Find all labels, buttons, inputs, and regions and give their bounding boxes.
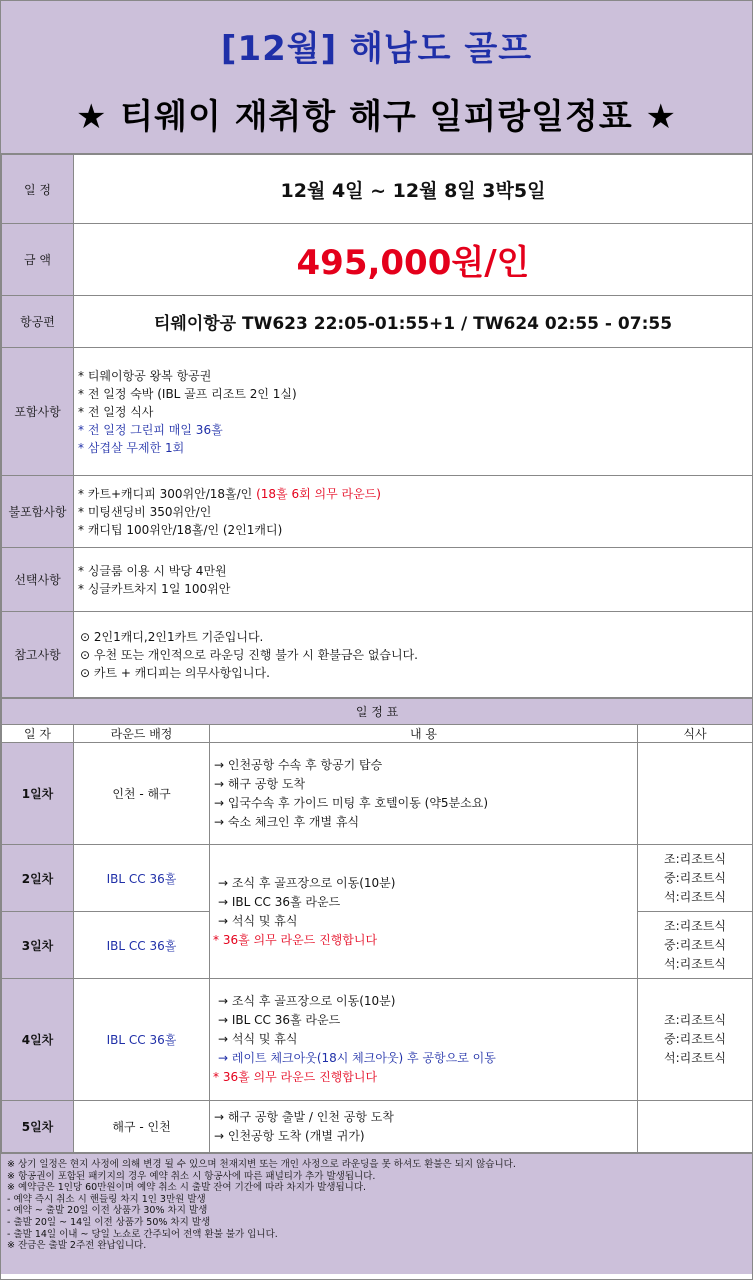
itinerary-title: 일 정 표 bbox=[2, 699, 753, 725]
content-note: * 36홀 의무 라운드 진행합니다 bbox=[213, 1070, 378, 1084]
meal-item: 중:리조트식 bbox=[664, 1032, 727, 1046]
table-row bbox=[2, 845, 753, 912]
round-assignment: 해구 - 인천 bbox=[74, 1101, 210, 1153]
included-item: * 전 일정 숙박 (IBL 골프 리조트 2인 1실) bbox=[78, 386, 297, 401]
content-line: → 조식 후 골프장으로 이동(10분) bbox=[218, 875, 396, 890]
content-note: * 36홀 의무 라운드 진행합니다 bbox=[213, 932, 378, 947]
footer-note: ※ 항공권이 포함된 패키지의 경우 예약 취소 시 항공사에 따른 패널티가 추가 발생됩니다. bbox=[7, 1170, 376, 1182]
page-subtitle: ★ 티웨이 재취항 해구 일피랑일정표 ★ bbox=[76, 97, 677, 137]
day-content bbox=[210, 979, 638, 1101]
table-row bbox=[2, 1101, 753, 1153]
content-line: → 해구 공항 출발 / 인천 공항 도착 bbox=[214, 1109, 394, 1124]
col-header-meal: 식사 bbox=[638, 725, 753, 743]
schedule-label: 일 정 bbox=[2, 155, 74, 224]
meal-item: 중:리조트식 bbox=[664, 870, 727, 885]
content-line: → IBL CC 36홀 라운드 bbox=[218, 1013, 341, 1027]
round-assignment: IBL CC 36홀 bbox=[74, 845, 210, 912]
itinerary-header-row bbox=[2, 725, 753, 743]
notes-item: ⊙ 우천 또는 개인적으로 라운딩 진행 불가 시 환불금은 없습니다. bbox=[80, 647, 419, 662]
included-list bbox=[74, 348, 753, 476]
content-line: → 인천공항 수속 후 항공기 탑승 bbox=[214, 757, 383, 772]
notes-label: 참고사항 bbox=[2, 612, 74, 698]
meal-item: 석:리조트식 bbox=[664, 1051, 727, 1065]
footer-note: - 예약 ~ 출발 20일 이전 상품가 30% 차지 발생 bbox=[7, 1205, 208, 1217]
content-line: → 조식 후 골프장으로 이동(10분) bbox=[218, 994, 396, 1008]
day-content bbox=[210, 1101, 638, 1153]
header-banner bbox=[1, 1, 752, 154]
included-item: * 전 일정 그린피 매일 36홀 bbox=[78, 422, 223, 437]
meal-item: 조:리조트식 bbox=[664, 851, 727, 866]
footer-notes bbox=[1, 1153, 752, 1274]
schedule-row bbox=[2, 155, 753, 224]
meal-cell bbox=[638, 912, 753, 979]
included-label: 포함사항 bbox=[2, 348, 74, 476]
footer-note: ※ 잔금은 출발 2주전 완납입니다. bbox=[7, 1240, 147, 1252]
excluded-item bbox=[78, 485, 752, 503]
meal-cell bbox=[638, 1101, 753, 1153]
price-row bbox=[2, 224, 753, 296]
footer-note: - 예약 즉시 취소 시 핸들링 차지 1인 3만원 발생 bbox=[7, 1193, 206, 1205]
excluded-row bbox=[2, 476, 753, 548]
page-title: [12월] 해남도 골프 bbox=[220, 29, 533, 69]
round-assignment: IBL CC 36홀 bbox=[74, 912, 210, 979]
flight-row bbox=[2, 296, 753, 348]
content-line: → 숙소 체크인 후 개별 휴식 bbox=[214, 814, 360, 829]
excluded-item: * 캐디팁 100위안/18홀/인 (2인1캐디) bbox=[78, 522, 283, 537]
round-assignment: IBL CC 36홀 bbox=[74, 979, 210, 1101]
day-label: 4일차 bbox=[2, 979, 74, 1101]
day-label: 5일차 bbox=[2, 1101, 74, 1153]
itinerary-table bbox=[1, 698, 753, 1153]
optional-list bbox=[74, 548, 753, 612]
notes-row bbox=[2, 612, 753, 698]
content-line: → IBL CC 36홀 라운드 bbox=[218, 894, 341, 909]
info-table bbox=[1, 154, 753, 698]
footer-note: ※ 상기 일정은 현지 사정에 의해 변경 될 수 있으며 천재지변 또는 개인 사정으로 라운딩을 못 하셔도 환불은 되지 않습니다. bbox=[7, 1159, 516, 1170]
content-line: → 인천공항 도착 (개별 귀가) bbox=[214, 1128, 365, 1143]
schedule-value: 12월 4일 ~ 12월 8일 3박5일 bbox=[74, 155, 753, 224]
meal-item: 조:리조트식 bbox=[664, 1013, 727, 1027]
included-item: * 삼겹살 무제한 1회 bbox=[78, 440, 185, 455]
day-label: 2일차 bbox=[2, 845, 74, 912]
content-line: → 해구 공항 도착 bbox=[214, 776, 306, 791]
meal-item: 중:리조트식 bbox=[664, 937, 727, 952]
meal-item: 조:리조트식 bbox=[664, 918, 727, 933]
col-header-round: 라운드 배정 bbox=[74, 725, 210, 743]
content-line: → 레이트 체크아웃(18시 체크아웃) 후 공항으로 이동 bbox=[218, 1051, 496, 1065]
meal-item: 석:리조트식 bbox=[664, 956, 727, 971]
table-row bbox=[2, 743, 753, 845]
day-content bbox=[210, 743, 638, 845]
included-item: * 티웨이항공 왕복 항공권 bbox=[78, 368, 212, 383]
content-line: → 석식 및 휴식 bbox=[218, 913, 298, 928]
col-header-date: 일 자 bbox=[2, 725, 74, 743]
optional-item: * 싱글카트차지 1일 100위안 bbox=[78, 581, 231, 596]
excluded-item: * 미팅샌딩비 350위안/인 bbox=[78, 504, 212, 519]
price-value: 495,000원/인 bbox=[74, 224, 753, 296]
day-label: 3일차 bbox=[2, 912, 74, 979]
flight-value: 티웨이항공 TW623 22:05-01:55+1 / TW624 02:55 - 07:55 bbox=[74, 296, 753, 348]
table-row bbox=[2, 979, 753, 1101]
footer-note: ※ 예약금은 1인당 60만원이며 예약 취소 시 출발 잔여 기간에 따라 차지가 발생됩니다. bbox=[7, 1182, 367, 1194]
excluded-emphasis: (18홀 6회 의무 라운드) bbox=[256, 486, 381, 501]
optional-label: 선택사항 bbox=[2, 548, 74, 612]
meal-cell bbox=[638, 979, 753, 1101]
excluded-text: * 카트+캐디피 300위안/18홀/인 bbox=[78, 486, 257, 501]
content-line: → 입국수속 후 가이드 미팅 후 호텔이동 (약5분소요) bbox=[214, 795, 489, 810]
meal-cell bbox=[638, 743, 753, 845]
notes-list bbox=[74, 612, 753, 698]
included-item: * 전 일정 식사 bbox=[78, 404, 154, 419]
optional-row bbox=[2, 548, 753, 612]
flight-label: 항공편 bbox=[2, 296, 74, 348]
meal-item: 석:리조트식 bbox=[664, 889, 727, 904]
optional-item: * 싱글룸 이용 시 박당 4만원 bbox=[78, 563, 227, 578]
content-line: → 석식 및 휴식 bbox=[218, 1032, 298, 1046]
included-row bbox=[2, 348, 753, 476]
round-assignment: 인천 - 해구 bbox=[74, 743, 210, 845]
footer-note: - 출발 14일 이내 ~ 당일 노쇼로 간주되어 전액 환불 불가 입니다. bbox=[7, 1228, 278, 1240]
footer-note: - 출발 20일 ~ 14일 이전 상품가 50% 차지 발생 bbox=[7, 1216, 211, 1228]
notes-item: ⊙ 카트 + 캐디피는 의무사항입니다. bbox=[80, 665, 270, 680]
col-header-content: 내 용 bbox=[210, 725, 638, 743]
day-content bbox=[210, 845, 638, 979]
meal-cell bbox=[638, 845, 753, 912]
excluded-list bbox=[74, 476, 753, 548]
excluded-label: 불포함사항 bbox=[2, 476, 74, 548]
price-label: 금 액 bbox=[2, 224, 74, 296]
day-label: 1일차 bbox=[2, 743, 74, 845]
notes-item: ⊙ 2인1캐디,2인1카트 기준입니다. bbox=[80, 629, 264, 644]
